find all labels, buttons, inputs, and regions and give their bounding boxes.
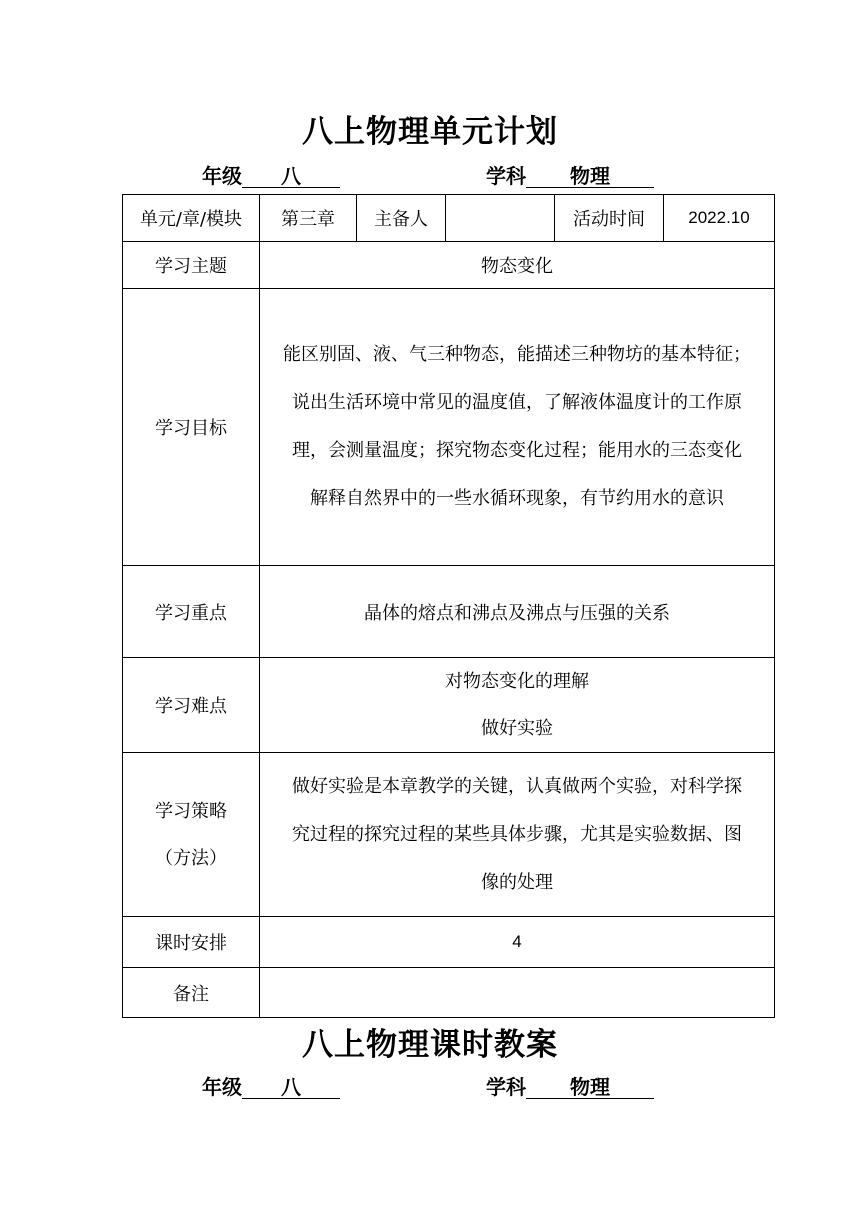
goal-line: 说出生活环境中常见的温度值，了解液体温度计的工作原 [292,392,742,413]
unit-label: 单元/章/模块 [123,195,260,242]
strategy-value [260,753,775,917]
strategy-label-line: 学习策略 [155,800,227,822]
theme-value: 物态变化 [260,242,775,289]
unit-plan-table [122,194,775,1018]
table-row [123,566,775,658]
strategy-line: 像的处理 [481,871,553,893]
table-row [123,753,775,917]
table-row [123,289,775,566]
notes-label: 备注 [123,968,260,1018]
grade-label: 年级 [202,164,242,188]
goal-line: 理，会测量温度；探究物态变化过程；能用水的三态变化 [292,440,742,461]
time-value: 2022.10 [664,195,775,242]
subject-value: 物理 [526,1076,654,1099]
unit-value: 第三章 [260,195,357,242]
lesson-plan-title: 八上物理课时教案 [302,1027,558,1063]
strategy-line: 做好实验是本章教学的关键，认真做两个实验，对科学探 [292,775,742,797]
subject-field [486,1071,654,1100]
grade-label: 年级 [202,1075,242,1099]
table-row [123,968,775,1018]
subject-field [486,160,654,189]
grade-value: 八 [242,1076,340,1099]
key-label: 学习重点 [123,566,260,658]
preparer-value [446,195,555,242]
table-row [123,917,775,968]
table-row [123,658,775,753]
goal-line: 解释自然界中的一些水循环现象，有节约用水的意识 [310,488,724,509]
goal-label: 学习目标 [123,289,260,566]
unit-plan-title: 八上物理单元计划 [302,114,558,150]
grade-field [202,160,340,189]
subject-value: 物理 [526,165,654,188]
theme-label: 学习主题 [123,242,260,289]
strategy-line: 究过程的探究过程的某些具体步骤，尤其是实验数据、图 [292,823,742,845]
strategy-label [123,753,260,917]
difficulty-value [260,658,775,753]
strategy-label-line: （方法） [155,847,227,869]
goal-value [260,289,775,566]
subject-label: 学科 [486,1075,526,1099]
grade-value: 八 [242,165,340,188]
preparer-label: 主备人 [357,195,446,242]
hours-label: 课时安排 [123,917,260,968]
difficulty-line: 做好实验 [481,718,553,739]
difficulty-line: 对物态变化的理解 [445,671,589,692]
grade-field [202,1071,340,1100]
table-row [123,195,775,242]
difficulty-label: 学习难点 [123,658,260,753]
notes-value [260,968,775,1018]
goal-line: 能区别固、液、气三种物态，能描述三种物坊的基本特征； [283,344,751,365]
table-row [123,242,775,289]
subject-label: 学科 [486,164,526,188]
hours-value: 4 [260,917,775,968]
key-value: 晶体的熔点和沸点及沸点与压强的关系 [260,566,775,658]
time-label: 活动时间 [555,195,664,242]
